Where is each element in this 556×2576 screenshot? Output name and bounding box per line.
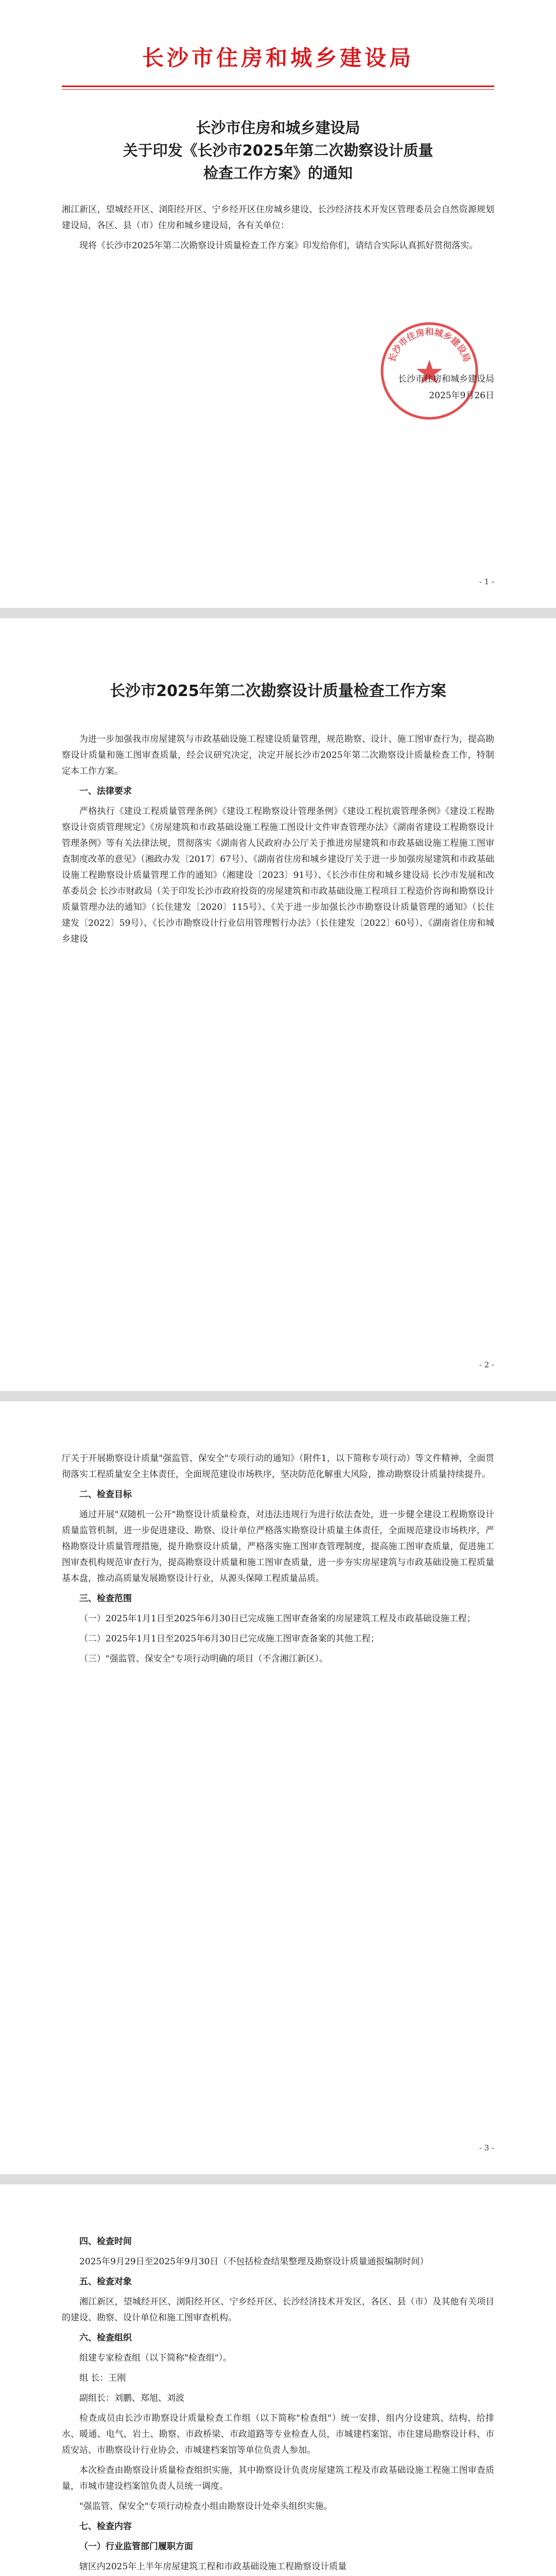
sub-heading: （一）行业监管部门履职方面 [79,2541,193,2552]
page-number: - 3 - [479,2143,494,2153]
svg-text:长沙市住房和城乡建设局 [386,327,472,363]
signature-date: 2025年9月26日 [429,391,494,401]
page-number: - 2 - [479,1360,494,1369]
plan-intro: 为进一步加强我市房屋建筑与市政基础设施工程建设质量管理，规范勘察、设计、施工图审查行为，提高勘察设计质量和施工图审查质量，经会议研究决定，决定开展长沙市2025年第二次勘察设计质量检查工作，特制定本工作方案。 [62,734,494,776]
document-page-1 [0,0,556,608]
signature-block [340,371,494,404]
agency-red-header: 长沙市住房和城乡建设局 [142,45,414,71]
section-body: 严格执行《建设工程质量管理条例》《建设工程勘察设计管理条例》《建设工程抗震管理条例》《建设工程勘察设计资质管理规定》《房屋建筑和市政基础设施工程施工图设计文件审查管理办法》《湖南省建设工程勘察设计管理条例》等有关法律法规，贯彻落实《湖南省人民政府办公厅关于推进房屋建筑和市政基础设施工程施工图审查制度改革的意见》（湘政办发〔2017〕67号）、《湖南省住房和城乡建设厅关于进一步加强房屋建筑和市政基础设施工程勘察设计质量管理工作的通知》（湘建设〔2023〕91号）、《长沙市住房和城乡建设局 长沙市发展和改革委员会 长沙市财政局（关于印发长沙市政府投资的房屋建筑和市政基础设施工程项目工程造价咨询和勘察设计质量管理办法的通知》（长住建发〔2020〕115号）、《关于进一步加强长沙市勘察设计质量管理的通知》（长住建发〔2022〕59号）、《长沙市勘察设计行业信用管理暂行办法》（长住建发〔2022〕60号）、《湖南省住房和城乡建设 [62,806,494,944]
title-line: 长沙市住房和城乡建设局 [196,119,360,137]
section-heading: 二、检查目标 [79,1489,132,1500]
document-page-2 [0,618,556,1391]
section-body: 组建专家检查组（以下简称"检查组"）。 [79,2353,232,2363]
section-body: "强监管、保安全"专项行动检查小组由勘察设计处牵头组织实施。 [79,2501,333,2512]
list-item: （一）2025年1月1日至2025年6月30日已完成施工图审查备案的房屋建筑工程及市政基础设施工程； [79,1614,476,1624]
recipients: 湘江新区，望城经开区、浏阳经开区、宁乡经开区住房城乡建设、长沙经济技术开发区管理委员会自然资源规划建设局，各区、县（市）住房和城乡建设局，各有关单位： [62,205,494,231]
list-item: （三）"强监管、保安全"专项行动明确的项目（不含湘江新区）。 [79,1654,328,1664]
section-body: 2025年9月29日至2025年9月30日（不包括检查结果整理及勘察设计质量通报编制时间） [79,2257,429,2267]
section-heading: 七、检查内容 [79,2521,132,2532]
section-heading: 六、检查组织 [79,2333,132,2343]
section-heading: 五、检查对象 [79,2277,132,2287]
document-page-3 [0,1401,556,2174]
section-heading: 四、检查时间 [79,2236,132,2247]
red-rule-thin [62,89,494,90]
document-page-4 [0,2184,556,2576]
section-body: 湘江新区，望城经开区、浏阳经开区、宁乡经开区、长沙经济技术开发区，各区、县（市）及其他有关项目的建设、勘察、设计单位和施工图审查机构。 [62,2297,494,2323]
section-body: 检查成员由长沙市勘察设计质量检查工作组（以下简称"检查组"）统一安排，组内分设建筑、结构、给排水、暖通、电气、岩土、勘察、市政桥梁、市政道路等专业检查人员，市城建档案馆、市住建局勘察设计科、市质安站、市勘察设计行业协会、市城建档案馆等单位负责人参加。 [62,2413,494,2455]
seal-text: 长沙市住房和城乡建设局 [387,327,472,364]
section-body: 本次检查由勘察设计质量检查组织实施，其中勘察设计负责房屋建筑工程及市政基础设施工程施工图审查质量，市城市建设档案馆负责人员统一调度。 [62,2465,494,2492]
section-body: 组 长：王刚 [79,2373,126,2383]
plan-title: 长沙市2025年第二次勘察设计质量检查工作方案 [110,682,446,700]
red-rule [62,86,494,87]
section-body: 通过开展"双随机一公开"勘察设计质量检查，对违法违规行为进行依法查处，进一步健全建设工程勘察设计质量监管机制，进一步促进建设、勘察、设计单位严格落实勘察设计质量主体责任，全面规范建设市场秩序，严格勘察设计质量管理措施，提升勘察设计质量，严格落实施工图审查管理制度，提高施工图审查质量，促进施工图审查机构规范审查行为，提高勘察设计质量和施工图审查质量，进一步夯实房屋建筑与市政基础设施工程质量基本盘，推动高质量发展勘察设计行业，从源头保障工程质量品质。 [62,1510,494,1584]
section-heading: 三、检查范围 [79,1594,132,1604]
signature-org: 长沙市住房和城乡建设局 [398,374,494,384]
list-item: （二）2025年1月1日至2025年6月30日已完成施工图审查备案的其他工程； [79,1634,379,1644]
notice-body: 现将《长沙市2025年第二次勘察设计质量检查工作方案》印发给你们，请结合实际认真抓好贯彻落实。 [79,241,478,251]
section-body: 副组长：刘鹏、郑旭、刘波 [79,2393,184,2403]
section-heading: 一、法律要求 [79,786,132,796]
section-body: 厅关于开展勘察设计质量"强监管、保安全"专项行动的通知》（附件1，以下简称专项行动）等文件精神，全面贯彻落实工程质量安全主体责任，全面规范建设市场秩序，坚决防范化解重大风险，推动勘察设计质量持续提升。 [62,1453,494,1480]
title-line: 检查工作方案》的通知 [203,164,353,182]
section-body: 辖区内2025年上半年房屋建筑工程和市政基础设施工程勘察设计质量 [79,2562,347,2572]
notice-title [62,116,494,184]
page-number: - 1 - [479,577,494,586]
title-line: 关于印发《长沙市2025年第二次勘察设计质量 [123,142,433,159]
